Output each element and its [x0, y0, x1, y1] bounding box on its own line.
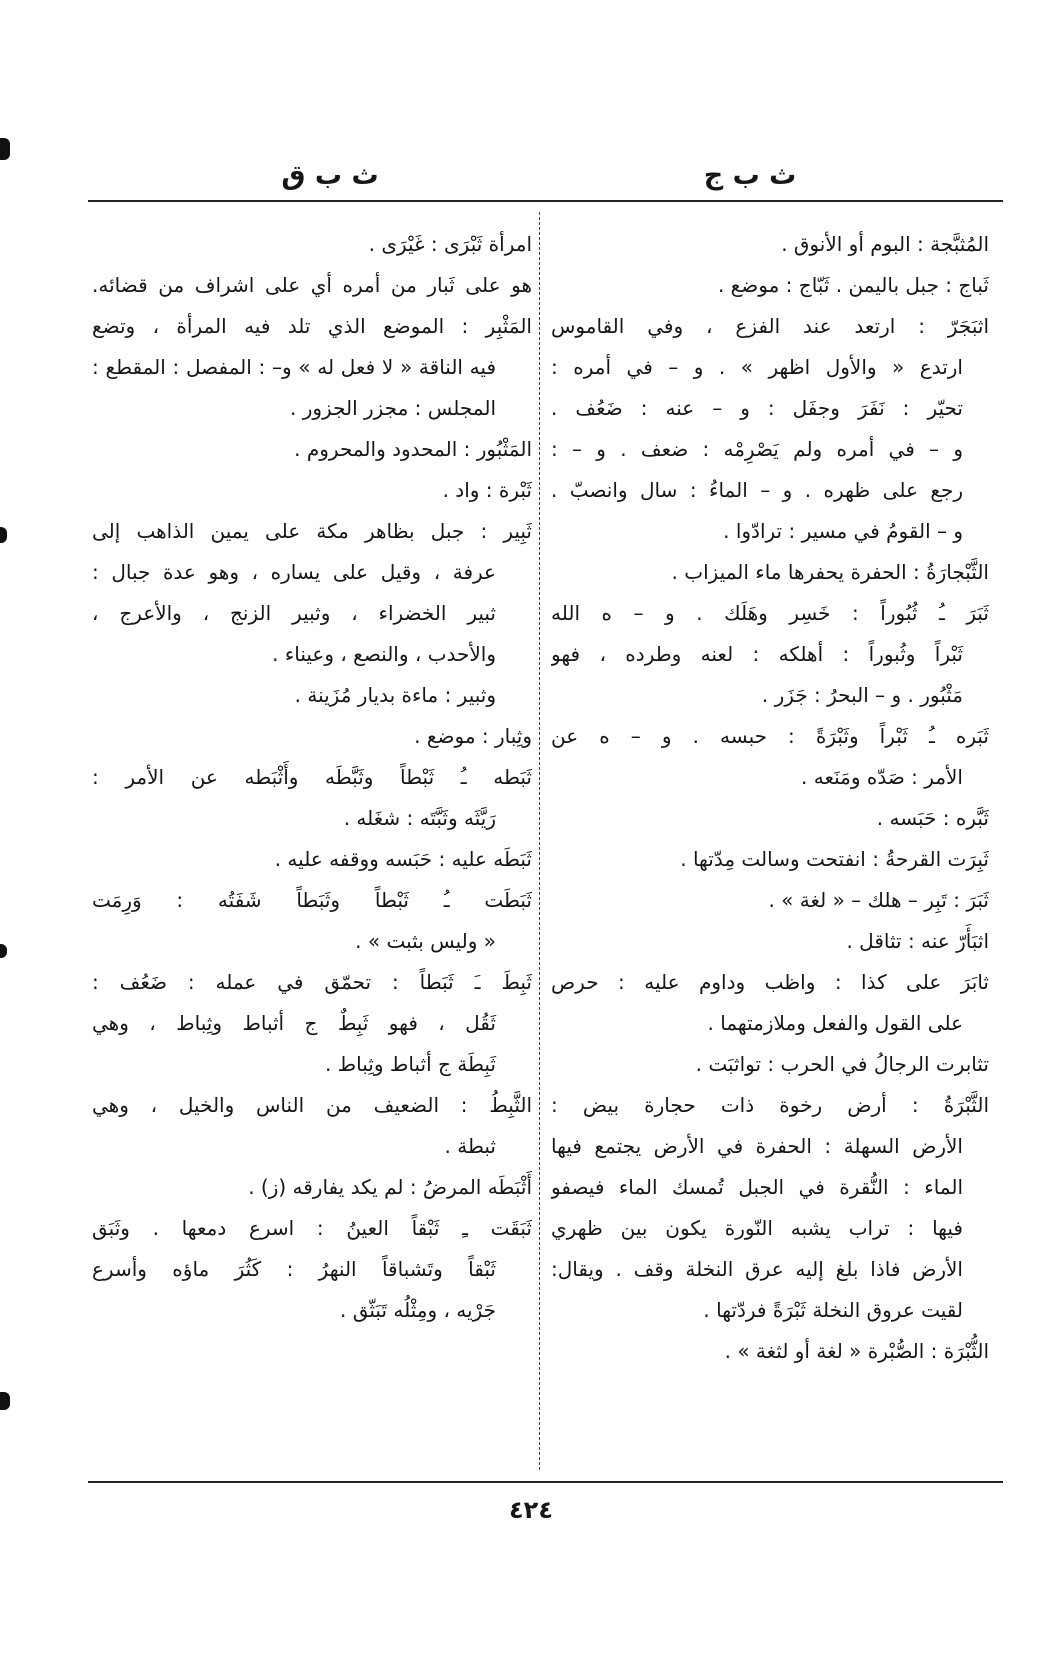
dictionary-line: ثَبِرَت القرحةُ : انفتحت وسالت مِدّتها .: [680, 847, 989, 871]
dictionary-line: لقيت عروق النخلة ثَبْرَةً فردّتها .: [703, 1298, 963, 1322]
dictionary-line: تثابرت الرجالُ في الحرب : تواثبَت .: [695, 1052, 989, 1076]
dictionary-line: المَثْبِر : الموضع الذي تلد فيه المرأة ، وتضع: [92, 314, 532, 338]
dictionary-line: هو على ثَبار من أمره أي على اشراف من قضائه.: [92, 273, 532, 297]
dictionary-line: ثَبِطَ ـَ ثَبَطاً : تحمّق في عمله : ضَعُف :: [92, 970, 532, 994]
dictionary-line: ثَبْرة : واد .: [442, 478, 532, 502]
dictionary-line: ثَبَره ـُ ثَبْراً وثَبْرَةً : حبسه . و – ه عن: [551, 724, 989, 748]
dictionary-line: عرفة ، وقيل على يساره ، وهو عدة جبال :: [92, 560, 496, 584]
dictionary-line: ثَبْقاً وتَشباقاً النهرُ : كَثُرَ ماؤه وأسرع: [92, 1257, 496, 1281]
binding-mark: [0, 138, 10, 160]
dictionary-line: الثَّبْرَةُ : أرض رخوة ذات حجارة بيض :: [551, 1093, 989, 1117]
dictionary-line: و – القومُ في مسير : ترادّوا .: [723, 519, 963, 543]
bottom-rule: [88, 1481, 1003, 1483]
dictionary-line: ثَبَطه ـُ ثَبْطاً وثَبَّطَه وأَثْبَطه عن الأمر :: [92, 765, 532, 789]
dictionary-line: اثبَجَرّ : ارتعد عند الفزع ، وفي القاموس: [551, 314, 989, 338]
binding-mark: [0, 1392, 10, 1410]
dictionary-line: فيها : تراب يشبه النّورة يكون بين ظهري: [551, 1216, 963, 1240]
dictionary-line: الثَّبِطُ : الضعيف من الناس والخيل ، وهي: [92, 1093, 532, 1117]
binding-mark: [0, 527, 7, 543]
dictionary-line: و – في أمره ولم يَصْرِمْه : ضعف . و – :: [551, 437, 963, 461]
dictionary-line: ثَبَرَ ـُ ثُبُوراً : خَسِر وهَلَك . و – ه الله: [551, 601, 989, 625]
dictionary-line: ثَبَقَت ـِ ثَبْقاً العينُ : اسرع دمعها . وثَبَق: [92, 1216, 532, 1240]
dictionary-line: الثَّبْجارَةُ : الحفرة يحفرها ماء الميزاب .: [671, 560, 989, 584]
dictionary-line: المجلس : مجزر الجزور .: [290, 396, 496, 420]
dictionary-line: ثَبَطَه عليه : حَبَسه ووقفه عليه .: [274, 847, 532, 871]
dictionary-line: ثَبَرَ : تَبِر – هلك – « لغة » .: [768, 888, 989, 912]
dictionary-line: فيه الناقة « لا فعل له » و– : المفصل : المقطع :: [92, 355, 496, 379]
dictionary-line: أَثْبَطَه المرضُ : لم يكد يفارقه (ز) .: [248, 1175, 532, 1199]
dictionary-line: ثَبَطَت ـُ ثَبْطاً وثَبَطاً شَفَتُه : وَرِمَت: [92, 888, 532, 912]
running-header-right: ث ب ج: [703, 160, 797, 191]
left-column: [92, 224, 532, 1331]
running-header-left: ث ب ق: [281, 160, 379, 191]
dictionary-line: الأرض فاذا بلغ إليه عرق النخلة وقف . ويقال:: [551, 1257, 963, 1281]
dictionary-line: ثَباج : جبل باليمن . ثَبّاج : موضع .: [717, 273, 989, 297]
dictionary-line: جَرْيه ، ومِثْلُه تَبَثّق .: [340, 1298, 496, 1322]
dictionary-line: المُثبَّجة : البوم أو الأنوق .: [781, 232, 989, 256]
binding-mark: [0, 944, 7, 958]
dictionary-line: ثَبِطَة ج أثباط وثِباط .: [324, 1052, 496, 1076]
dictionary-line: ثبطة .: [444, 1134, 496, 1158]
dictionary-line: الأرض السهلة : الحفرة في الأرض يجتمع فيها: [551, 1134, 963, 1158]
dictionary-line: ثَقُل ، فهو ثَبِطٌ ج أثباط وثِباط ، وهي: [92, 1011, 496, 1035]
dictionary-line: « وليس بثبت » .: [355, 929, 496, 953]
dictionary-line: على القول والفعل وملازمتهما .: [707, 1011, 963, 1035]
dictionary-line: الماء : النُّقرة في الجبل تُمسك الماء فيصفو: [551, 1175, 963, 1199]
dictionary-line: رجع على ظهره . و – الماءُ : سال وانصبّ .: [551, 478, 963, 502]
dictionary-line: وثِبار : موضع .: [414, 724, 532, 748]
dictionary-line: ثَبِير : جبل بظاهر مكة على يمين الذاهب إلى: [92, 519, 532, 543]
dictionary-line: المَثْبُور : المحدود والمحروم .: [294, 437, 532, 461]
dictionary-line: وثبير : ماءة بديار مُزَينة .: [294, 683, 496, 707]
dictionary-line: ثابَرَ على كذا : واظب وداوم عليه : حرص: [551, 970, 989, 994]
column-separator: [539, 212, 540, 1470]
dictionary-line: والأحدب ، والنصع ، وعيناء .: [272, 642, 496, 666]
dictionary-line: ثبير الخضراء ، وثبير الزنج ، والأعرج ،: [92, 601, 496, 625]
dictionary-line: ثَبَّره : حَبَسه .: [876, 806, 989, 830]
dictionary-line: ارتدع « والأول اظهر » . و – في أمره :: [551, 355, 963, 379]
dictionary-line: الثُّبْرَة : الصُّبْرة « لغة أو لثغة » .: [724, 1339, 989, 1363]
page-number: ٤٢٤: [509, 1496, 553, 1524]
dictionary-line: امرأة ثَبْرَى : غَيْرَى .: [368, 232, 532, 256]
dictionary-line: الأمر : صَدّه ومَنَعه .: [801, 765, 963, 789]
top-rule: [88, 200, 1003, 202]
right-column: [551, 224, 989, 1372]
dictionary-line: رَيَّثَه وثَبَّتَه : شغَله .: [343, 806, 496, 830]
dictionary-line: ثَبْراً وثُبوراً : أهلكه : لعنه وطرده ، فهو: [551, 642, 963, 666]
dictionary-line: تحيّر : نَفَرَ وجفَل : و – عنه : ضَعُف .: [551, 396, 963, 420]
dictionary-line: مَثْبُور . و – البحرُ : جَزَر .: [761, 683, 963, 707]
dictionary-line: اثبَأَرّ عنه : تثاقل .: [846, 929, 989, 953]
